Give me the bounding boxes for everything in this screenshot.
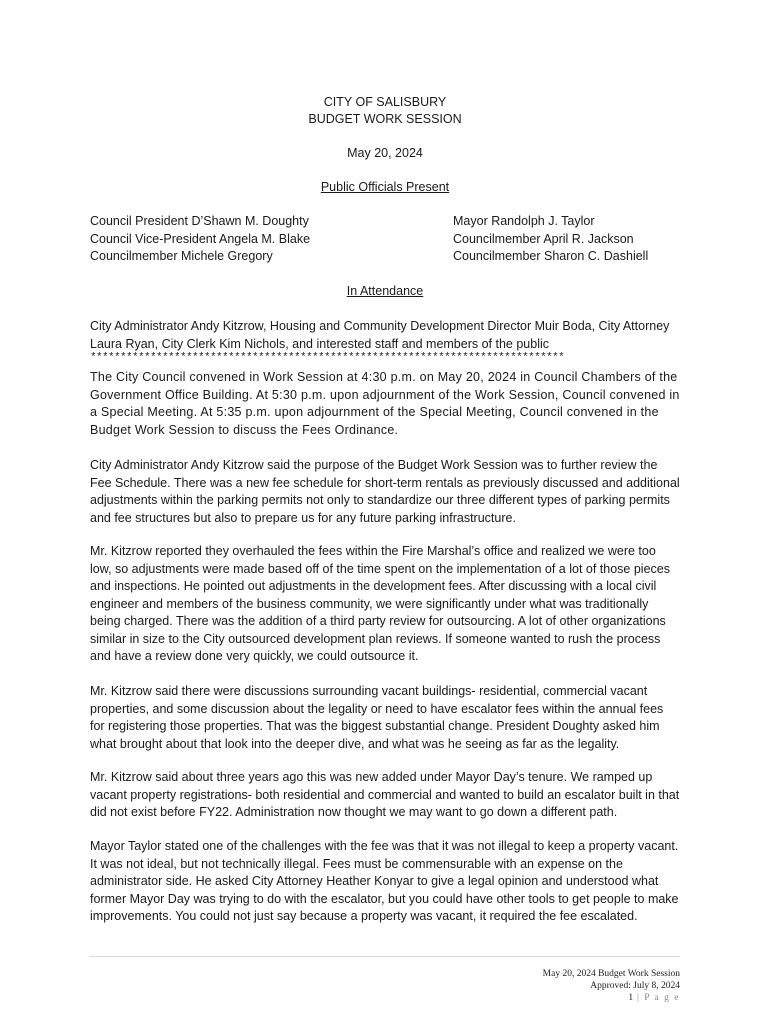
official-name: Councilmember Michele Gregory	[90, 249, 273, 263]
paragraph: City Administrator Andy Kitzrow said the purpose of the Budget Work Session was to further review the Fee Schedule. There was a new fee schedule for short-term rentals as previously discussed and additional adjustments within the parking permits not only to standardize our three different types of parking permits and fee structures but also to prepare us for any future parking infrastructure.	[90, 458, 680, 525]
official-name: Council Vice-President Angela M. Blake	[90, 231, 311, 246]
paragraph: Mr. Kitzrow said there were discussions surrounding vacant buildings- residential, commercial vacant properties, and some discussion about the legality or need to have escalator fees within the annual fees for registering those properties. That was the biggest substantial change. President Doughty asked him what brought about that look into the deeper dive, and what was he seeing as far as the legality.	[90, 684, 664, 751]
city-name: CITY OF SALISBURY	[323, 95, 447, 109]
official-name: Councilmember Sharon C. Dashiell	[453, 249, 649, 263]
page-number-value: 1	[628, 993, 634, 1003]
attendance-heading-text: In Attendance	[346, 284, 424, 298]
page-number	[543, 992, 680, 1004]
official-name: Mayor Randolph J. Taylor	[453, 214, 595, 228]
meeting-date: May 20, 2024	[347, 146, 423, 160]
official-name: Councilmember April R. Jackson	[453, 231, 634, 246]
footer-session-label: May 20, 2024 Budget Work Session	[542, 969, 680, 979]
paragraph: Mr. Kitzrow said about three years ago this was new added under Mayor Day’s tenure. We ramped up vacant property registrations- both residential and commercial and wanted to build an escalator built in that did not exist before FY22. Administration now thought we may want to go down a different path.	[90, 770, 680, 819]
footer-divider	[90, 956, 680, 957]
footer-approved-label: Approved: July 8, 2024	[590, 981, 680, 991]
document-header	[0, 94, 770, 128]
attendance-heading	[0, 283, 770, 300]
paragraph: The City Council convened in Work Session at 4:30 p.m. on May 20, 2024 in Council Chambers of the Government Office Building. At 5:30 p.m. upon adjournment of the Work Session, Council convened in a Special Meeting. At 5:35 p.m. upon adjournment of the Special Meeting, Council convened in the Budget Work Session to discuss the Fees Ordinance.	[90, 370, 680, 437]
paragraph: Mr. Kitzrow reported they overhauled the fees within the Fire Marshal’s office and realized we were too low, so adjustments were made based off of the time spent on the implementation of a lot of those pieces and inspections. He pointed out adjustments in the development fees. After discussing with a local civil engineer and members of the business community, we were significantly under what was traditionally being charged. There was the addition of a third party review for outsourcing. A lot of other organizations similar in size to the City outsourced development plan reviews. If someone wanted to rush the process and have a review done very quickly, we could outsource it.	[90, 544, 670, 663]
separator-line: *******************************************************************************	[90, 352, 565, 364]
page-footer	[543, 968, 680, 1004]
paragraph: Mayor Taylor stated one of the challenges with the fee was that it was not illegal to keep a property vacant. It was not ideal, but not technically illegal. Fees must be commensurable with an expense on the administrator side. He asked City Attorney Heather Konyar to give a legal opinion and understood what former Mayor Day was trying to do with the escalator, but you could have other tools to get people to make improvements. You could not just say because a property was vacant, it required the fee escalated.	[90, 839, 679, 923]
official-name: Council President D’Shawn M. Doughty	[90, 214, 309, 228]
page-label: | P a g e	[633, 993, 680, 1003]
attendance-text: City Administrator Andy Kitzrow, Housing and Community Development Director Muir Boda, City Attorney Laura Ryan, City Clerk Kim Nichols, and interested staff and members of the public	[90, 319, 670, 351]
officials-heading-text: Public Officials Present	[320, 180, 450, 194]
officials-left-column	[90, 213, 310, 266]
officials-right-column	[453, 213, 648, 266]
session-title: BUDGET WORK SESSION	[308, 112, 462, 126]
officials-heading	[0, 179, 770, 196]
